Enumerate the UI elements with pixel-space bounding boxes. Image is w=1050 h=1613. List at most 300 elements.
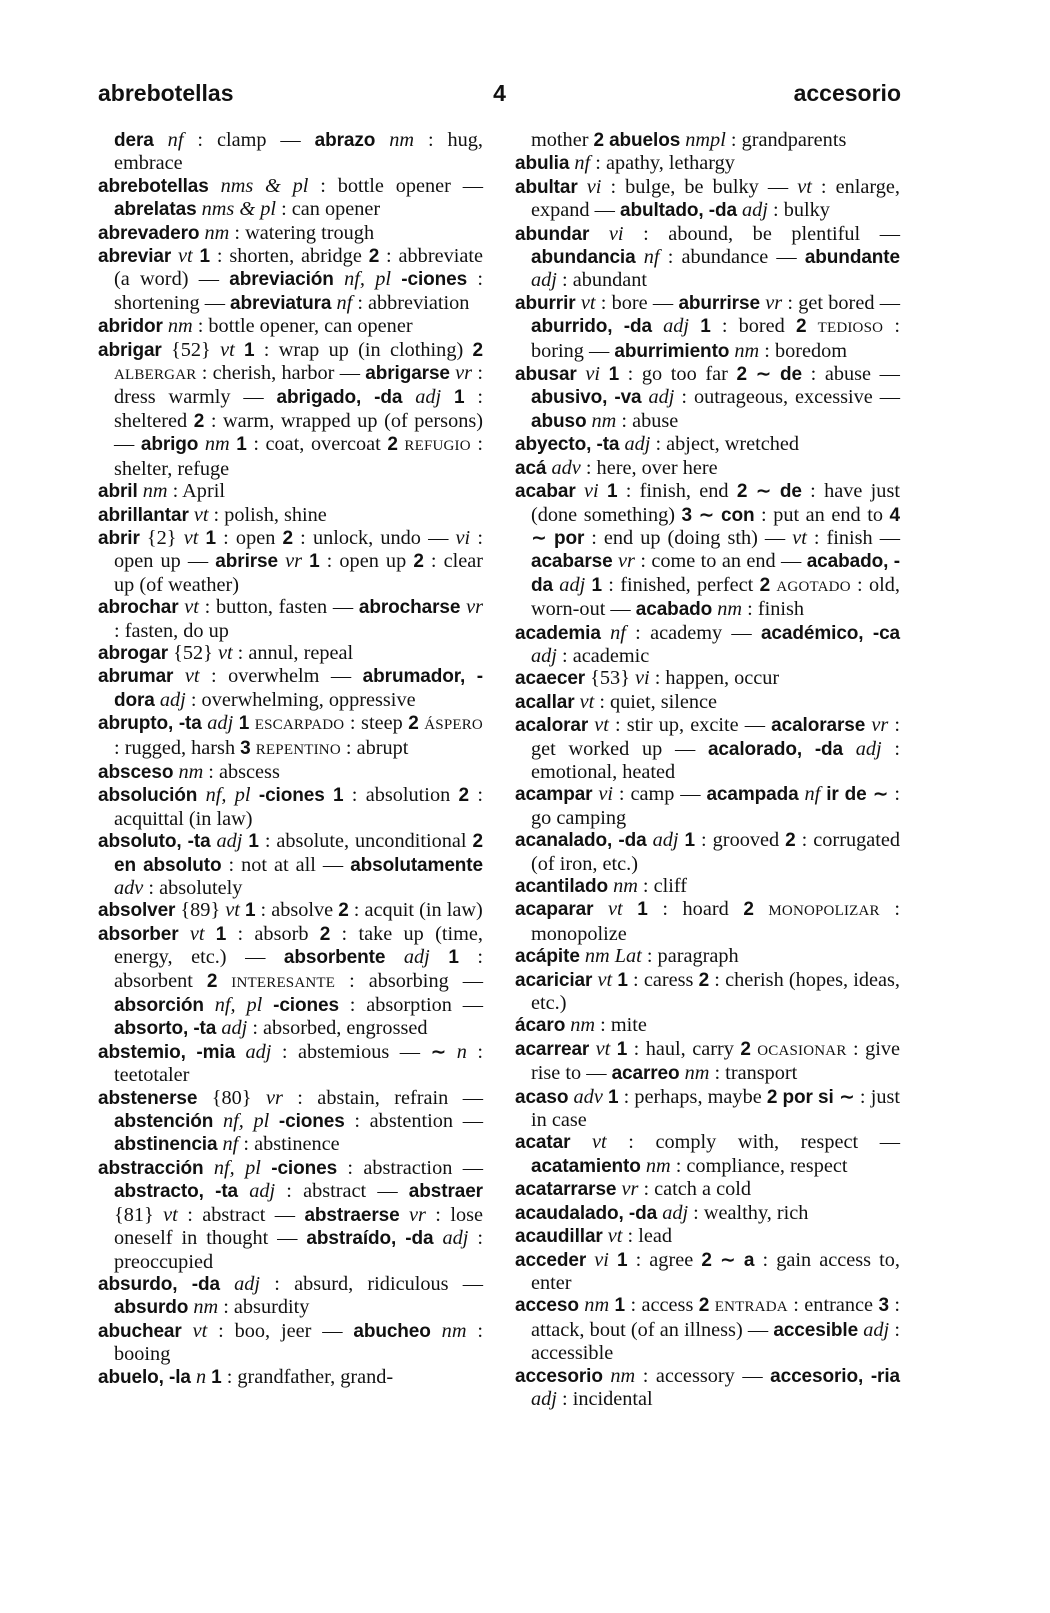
dictionary-entry	[515, 714, 900, 783]
bold-term: absurdo	[114, 1297, 189, 1319]
bold-term: ir de ∼	[826, 784, 889, 806]
definition-text: : not at all —	[221, 853, 351, 876]
bold-term: 1	[607, 1086, 619, 1108]
definition-text: : clear up (of weather)	[114, 550, 484, 596]
bold-term: 2	[701, 1249, 712, 1271]
bold-term: 2	[206, 970, 218, 992]
bold-term: 3	[240, 737, 251, 759]
definition-text: : entrance	[787, 1294, 879, 1317]
part-of-speech: vr	[618, 550, 635, 573]
bold-term: acceder	[515, 1249, 587, 1271]
dictionary-entry	[98, 175, 483, 222]
small-caps-synonym: ENTRADA	[714, 1299, 788, 1316]
definition-text: : here, over here	[580, 456, 718, 479]
definition-text: : outrageous, excessive —	[674, 386, 901, 409]
dictionary-entry	[98, 504, 483, 527]
definition-text: mother	[531, 129, 594, 151]
definition-text	[652, 315, 663, 337]
part-of-speech: nm	[645, 1154, 671, 1177]
part-of-speech: vt	[225, 899, 240, 922]
bold-term: absoluto, -ta	[98, 831, 211, 853]
definition-text: : boo, jeer —	[207, 1319, 354, 1342]
definition-text: : caress	[627, 968, 699, 991]
dictionary-entry	[515, 969, 900, 1015]
bold-term: acatarrarse	[515, 1179, 617, 1201]
bold-term: dera	[114, 130, 154, 151]
definition-text: : watering trough	[229, 221, 375, 244]
part-of-speech: adj	[234, 1272, 261, 1295]
bold-term: 4	[889, 504, 900, 526]
part-of-speech: vt	[580, 291, 596, 314]
definition-text: : go too far	[619, 363, 737, 386]
definition-text: {80}	[197, 1086, 266, 1109]
part-of-speech: nm Lat	[584, 945, 642, 968]
bold-term: 2	[759, 574, 771, 596]
bold-term: absorbente	[283, 947, 386, 969]
definition-text: : absorption —	[338, 994, 483, 1017]
definition-text: : button, fasten —	[198, 596, 359, 619]
definition-text: : preoccupied	[114, 1227, 483, 1273]
bold-term: acariciar	[515, 969, 593, 991]
part-of-speech: vt	[183, 526, 199, 549]
bold-term: acantilado	[515, 876, 608, 897]
part-of-speech: vi	[585, 363, 600, 386]
bold-term: abusar	[515, 364, 577, 386]
bold-term: abrigo	[140, 434, 199, 456]
part-of-speech: vr	[265, 1086, 283, 1109]
dictionary-entry	[98, 830, 483, 899]
definition-text: : abrupt	[340, 736, 409, 759]
bold-term: absorto, -ta	[114, 1018, 217, 1040]
bold-term: 2	[368, 246, 380, 268]
part-of-speech: vt	[192, 1319, 208, 1342]
dictionary-entry	[98, 339, 483, 480]
dictionary-entry	[98, 222, 483, 245]
definition-text: : grandfather, grand-	[221, 1365, 394, 1388]
definition-text	[375, 129, 389, 151]
bold-term: 2	[338, 900, 349, 922]
bold-term: 2	[193, 410, 205, 432]
definition-text: : shortening —	[114, 268, 483, 314]
bold-term: abuchear	[98, 1320, 182, 1342]
small-caps-synonym: MONOPOLIZAR	[768, 903, 880, 920]
part-of-speech: nf	[643, 246, 660, 269]
bold-term: acaparar	[515, 899, 594, 921]
dictionary-entry	[515, 152, 900, 175]
bold-term: academia	[515, 622, 601, 644]
dictionary-entry	[98, 129, 483, 175]
definition-text: : shelter, refuge	[114, 433, 483, 480]
bold-term: abstraído, -da	[306, 1228, 434, 1250]
bold-term: accesorio, -ria	[770, 1365, 900, 1387]
bold-term: abrocharse	[358, 597, 461, 619]
definition-text: : apathy, lethargy	[590, 152, 735, 175]
definition-text: : abstention —	[344, 1110, 483, 1133]
bold-term: abrevadero	[98, 222, 200, 244]
bold-term: 1	[309, 551, 320, 573]
definition-text: : go camping	[531, 783, 901, 829]
dictionary-entry	[98, 642, 483, 665]
part-of-speech: adj	[415, 386, 442, 409]
definition-text	[599, 480, 607, 502]
definition-text: : comply with, respect —	[606, 1131, 900, 1154]
definition-text: : abscess	[203, 760, 280, 783]
bold-term: acabar	[515, 481, 576, 503]
definition-text	[570, 1131, 592, 1153]
bold-term: abucheo	[353, 1320, 431, 1342]
definition-text: : get bored —	[782, 291, 900, 314]
definition-text	[213, 1110, 223, 1132]
part-of-speech: adj	[531, 269, 557, 292]
definition-text: : absorbing —	[335, 969, 483, 992]
bold-term: abstraer	[408, 1181, 483, 1203]
part-of-speech: adj	[531, 1387, 557, 1410]
bold-term: 1	[608, 364, 620, 386]
bold-term: abuso	[531, 410, 587, 432]
definition-text: : dress warmly —	[114, 362, 483, 409]
dictionary-entry	[515, 1365, 900, 1411]
definition-text: : open	[215, 526, 283, 549]
part-of-speech: nm	[193, 1296, 219, 1319]
definition-text	[209, 175, 221, 197]
part-of-speech: vr	[765, 291, 783, 314]
part-of-speech: vt	[592, 1131, 607, 1154]
definition-text: : give rise to —	[531, 1037, 900, 1085]
part-of-speech: adj	[245, 1040, 272, 1063]
bold-term: 1	[205, 527, 216, 549]
bold-term: 1	[614, 1295, 626, 1317]
definition-text: : compliance, respect	[670, 1154, 848, 1177]
definition-text: : put an end to	[754, 503, 890, 526]
bold-term: ∼ de	[755, 481, 802, 503]
part-of-speech: vt	[220, 338, 235, 361]
bold-term: aburrirse	[678, 292, 760, 314]
bold-term: 2	[743, 899, 754, 921]
part-of-speech: vi	[583, 480, 599, 503]
left-guide-word: abrebotellas	[98, 80, 234, 106]
part-of-speech: vt	[579, 690, 595, 713]
definition-text: : acquit (in law)	[348, 899, 483, 922]
part-of-speech: nf	[222, 1133, 239, 1156]
part-of-speech: vt	[217, 641, 233, 664]
bold-term: 1	[236, 434, 247, 456]
bold-term: 1	[637, 899, 648, 921]
bold-term: ∼ a	[719, 1249, 755, 1271]
part-of-speech: vi	[586, 175, 602, 198]
bold-term: abrumador, -dora	[114, 666, 483, 711]
definition-text: : coat, overcoat	[246, 433, 388, 456]
dictionary-entry	[98, 1157, 483, 1273]
definition-text: : teetotaler	[114, 1040, 483, 1087]
definition-text	[589, 223, 609, 245]
bold-term: académico, -ca	[760, 622, 901, 644]
part-of-speech: adj	[159, 688, 186, 711]
dictionary-entry	[515, 1014, 900, 1037]
bold-term: abril	[98, 481, 138, 503]
bold-term: abundancia	[531, 247, 636, 269]
bold-term: acaudalado, -da	[515, 1202, 658, 1224]
bold-term: 3	[878, 1295, 889, 1317]
definition-text: : absorb	[226, 922, 320, 945]
part-of-speech: vr	[621, 1178, 639, 1201]
bold-term: abstracción	[98, 1157, 204, 1179]
bold-term: absceso	[98, 761, 174, 783]
definition-text: : monopolize	[531, 898, 900, 945]
dictionary-entry	[515, 945, 900, 968]
part-of-speech: vi	[635, 667, 650, 690]
dictionary-entry	[515, 176, 900, 223]
bold-term: aburrido, -da	[531, 316, 652, 338]
definition-text: : sheltered	[114, 386, 483, 432]
bold-term: abrigarse	[365, 363, 450, 385]
dictionary-entry	[98, 1273, 483, 1320]
bold-term: 1	[606, 481, 618, 503]
part-of-speech: adj	[648, 386, 675, 409]
definition-text	[385, 946, 404, 968]
definition-text: : abundance —	[659, 246, 805, 269]
definition-text	[198, 433, 205, 455]
bold-term: abstención	[114, 1111, 214, 1133]
definition-text	[806, 315, 817, 337]
bold-term: abultado, -da	[620, 200, 737, 222]
bold-term: acalorarse	[771, 715, 866, 737]
definition-text: : accessory —	[635, 1364, 771, 1387]
definition-text	[400, 1204, 409, 1226]
definition-text	[431, 1320, 442, 1342]
bold-term: abrupto, -ta	[98, 713, 202, 735]
definition-text: : cliff	[637, 875, 688, 897]
part-of-speech: nms & pl	[220, 174, 309, 197]
bold-term: abrumar	[98, 666, 174, 688]
part-of-speech: adj	[742, 199, 768, 222]
definition-text	[269, 1110, 279, 1132]
definition-text	[441, 386, 454, 408]
part-of-speech: vt	[792, 526, 807, 549]
bold-term: -ciones	[273, 995, 339, 1017]
bold-term: abstracto, -ta	[114, 1181, 239, 1203]
definition-text	[251, 784, 259, 806]
definition-text: : abstemious —	[271, 1040, 431, 1063]
bold-term: accesorio	[515, 1365, 603, 1387]
dictionary-entry	[98, 712, 483, 761]
definition-text: : finish —	[806, 526, 900, 549]
part-of-speech: nm	[684, 1062, 710, 1085]
definition-text: : emotional, heated	[531, 737, 900, 783]
part-of-speech: adj	[663, 315, 690, 338]
part-of-speech: nm	[142, 480, 168, 503]
bold-term: acalorar	[515, 715, 589, 737]
definition-text: : mite	[595, 1014, 647, 1037]
dictionary-entry	[515, 898, 900, 945]
small-caps-synonym: TEDIOSO	[817, 320, 884, 337]
part-of-speech: adj	[652, 829, 679, 852]
part-of-speech: adj	[624, 433, 651, 456]
part-of-speech: adv	[551, 456, 581, 479]
definition-text: {52}	[161, 338, 221, 361]
bold-term: acaecer	[515, 668, 586, 690]
dictionary-entry	[98, 245, 483, 315]
definition-text: : incidental	[556, 1387, 653, 1410]
small-caps-synonym: INTERESANTE	[231, 974, 336, 991]
bold-term: abrigado, -da	[276, 387, 403, 409]
definition-text: : abstraction —	[337, 1156, 483, 1179]
definition-text: : unlock, undo —	[292, 526, 456, 549]
bold-term: accesible	[773, 1319, 859, 1341]
definition-text: : absurd, ridiculous —	[260, 1272, 484, 1295]
definition-text	[402, 386, 415, 408]
part-of-speech: vt	[184, 596, 199, 619]
definition-text	[600, 363, 609, 385]
definition-text: : corrugated (of iron, etc.)	[531, 829, 901, 875]
part-of-speech: adv	[573, 1085, 603, 1108]
bold-term: acaudillar	[515, 1226, 603, 1248]
definition-text: : abstain, refrain —	[282, 1086, 483, 1109]
definition-text: : end up (doing sth) —	[584, 526, 793, 549]
bold-term: 3	[681, 504, 692, 526]
page-number: 4	[493, 80, 506, 106]
definition-text: : steep	[344, 712, 409, 735]
definition-text: : boredom	[759, 339, 848, 362]
part-of-speech: nm	[591, 409, 617, 432]
dictionary-entry	[515, 622, 900, 668]
dictionary-entry	[515, 363, 900, 433]
definition-text	[712, 1249, 720, 1271]
definition-text: : warm, wrapped up (of persons) —	[114, 409, 483, 456]
part-of-speech: nf, pl	[205, 784, 251, 807]
bold-term: 1	[248, 831, 259, 853]
definition-text: : bore —	[595, 291, 679, 314]
dictionary-entry	[515, 433, 900, 456]
left-column	[98, 129, 483, 1389]
definition-text: : abstinence	[238, 1133, 340, 1156]
dictionary-entry	[98, 665, 483, 712]
part-of-speech: nm	[610, 1364, 636, 1387]
bold-term: abreviación	[229, 269, 334, 291]
definition-text	[576, 480, 584, 502]
dictionary-entry	[515, 1249, 900, 1295]
part-of-speech: vr	[466, 596, 483, 619]
bold-term: ∼	[430, 1041, 447, 1063]
part-of-speech: vt	[595, 1037, 611, 1060]
definition-text: : come to an end —	[634, 550, 807, 573]
dictionary-entry	[515, 1178, 900, 1201]
dictionary-entry	[98, 527, 483, 596]
dictionary-entry	[515, 667, 900, 690]
dictionary-entry	[98, 1320, 483, 1366]
part-of-speech: vt	[189, 922, 205, 945]
bold-term: ∼ por	[531, 527, 585, 549]
bold-term: 1	[617, 969, 628, 991]
part-of-speech: adj	[403, 946, 430, 969]
part-of-speech: vi	[608, 222, 624, 245]
bold-term: absorción	[114, 995, 204, 1017]
definition-text: : old, worn-out —	[531, 573, 900, 621]
definition-text: : academy —	[625, 621, 761, 644]
definition-text: : get worked up —	[531, 714, 900, 760]
dictionary-entry	[515, 223, 900, 292]
definition-text: : perhaps, maybe	[618, 1085, 767, 1108]
definition-text: : abuse —	[802, 363, 900, 386]
part-of-speech: adj	[531, 644, 557, 667]
part-of-speech: vr	[455, 362, 473, 385]
definition-text: : bottle opener, can opener	[192, 315, 413, 338]
definition-text: : booing	[114, 1319, 483, 1366]
dictionary-entry	[98, 761, 483, 784]
definition-text: : abstract —	[275, 1180, 409, 1203]
definition-text: : camp —	[613, 783, 707, 806]
definition-text: : absurdity	[218, 1296, 310, 1319]
part-of-speech: vt	[184, 665, 200, 688]
bold-term: abuelo, -la	[98, 1366, 191, 1388]
part-of-speech: vt	[163, 1203, 178, 1226]
part-of-speech: nm	[204, 433, 230, 456]
bold-term: abstemio, -mia	[98, 1041, 236, 1063]
part-of-speech: vr	[871, 714, 889, 737]
bold-term: 1	[238, 713, 250, 735]
right-guide-word: accesorio	[793, 80, 901, 106]
bold-term: abrirse	[215, 551, 278, 573]
definition-text: : bored	[710, 315, 796, 338]
part-of-speech: vi	[594, 1248, 609, 1271]
definition-text	[391, 268, 401, 290]
definition-text: : accessible	[531, 1318, 901, 1365]
definition-text: : abbreviation	[352, 291, 470, 314]
bold-term: acampada	[706, 784, 799, 806]
dictionary-entry	[515, 1086, 900, 1132]
definition-text	[235, 1041, 245, 1063]
definition-text	[609, 1249, 617, 1271]
bold-term: abstraerse	[304, 1204, 400, 1226]
part-of-speech: nms & pl	[201, 198, 276, 221]
definition-text: : absolve	[255, 899, 339, 922]
definition-text	[193, 245, 200, 267]
bold-term: abulia	[515, 153, 570, 175]
part-of-speech: adj	[221, 1017, 248, 1040]
bold-term: absolver	[98, 900, 176, 922]
bold-term: acampar	[515, 784, 593, 806]
bold-term: abreviatura	[230, 292, 332, 314]
part-of-speech: nm	[584, 1294, 610, 1317]
definition-text: : wealthy, rich	[688, 1201, 809, 1224]
definition-text: {2}	[139, 526, 184, 549]
definition-text: : grandparents	[725, 129, 847, 151]
part-of-speech: vt	[797, 175, 812, 198]
definition-text	[171, 245, 178, 267]
right-column	[515, 129, 900, 1410]
bold-term: aburrir	[515, 292, 576, 314]
definition-text: : cherish (hopes, ideas, etc.)	[531, 968, 900, 1015]
definition-text	[238, 1180, 249, 1202]
part-of-speech: adj	[662, 1201, 689, 1224]
definition-text: {81}	[114, 1203, 164, 1226]
definition-text: : bottle opener —	[308, 174, 483, 197]
definition-text	[220, 1273, 234, 1295]
definition-text	[689, 315, 700, 337]
bold-term: 2	[472, 831, 483, 853]
bold-term: acanalado, -da	[515, 830, 647, 852]
small-caps-synonym: ALBERGAR	[114, 367, 197, 384]
dictionary-entry	[515, 1038, 900, 1086]
bold-term: absolución	[98, 785, 198, 807]
definition-text	[179, 923, 190, 945]
part-of-speech: adj	[559, 573, 586, 596]
bold-term: en absoluto	[114, 854, 222, 876]
dictionary-entry	[515, 1294, 900, 1364]
part-of-speech: adv	[114, 877, 144, 899]
definition-text: : can opener	[276, 198, 381, 221]
bold-term: abstenerse	[98, 1087, 198, 1109]
definition-text	[578, 176, 587, 198]
